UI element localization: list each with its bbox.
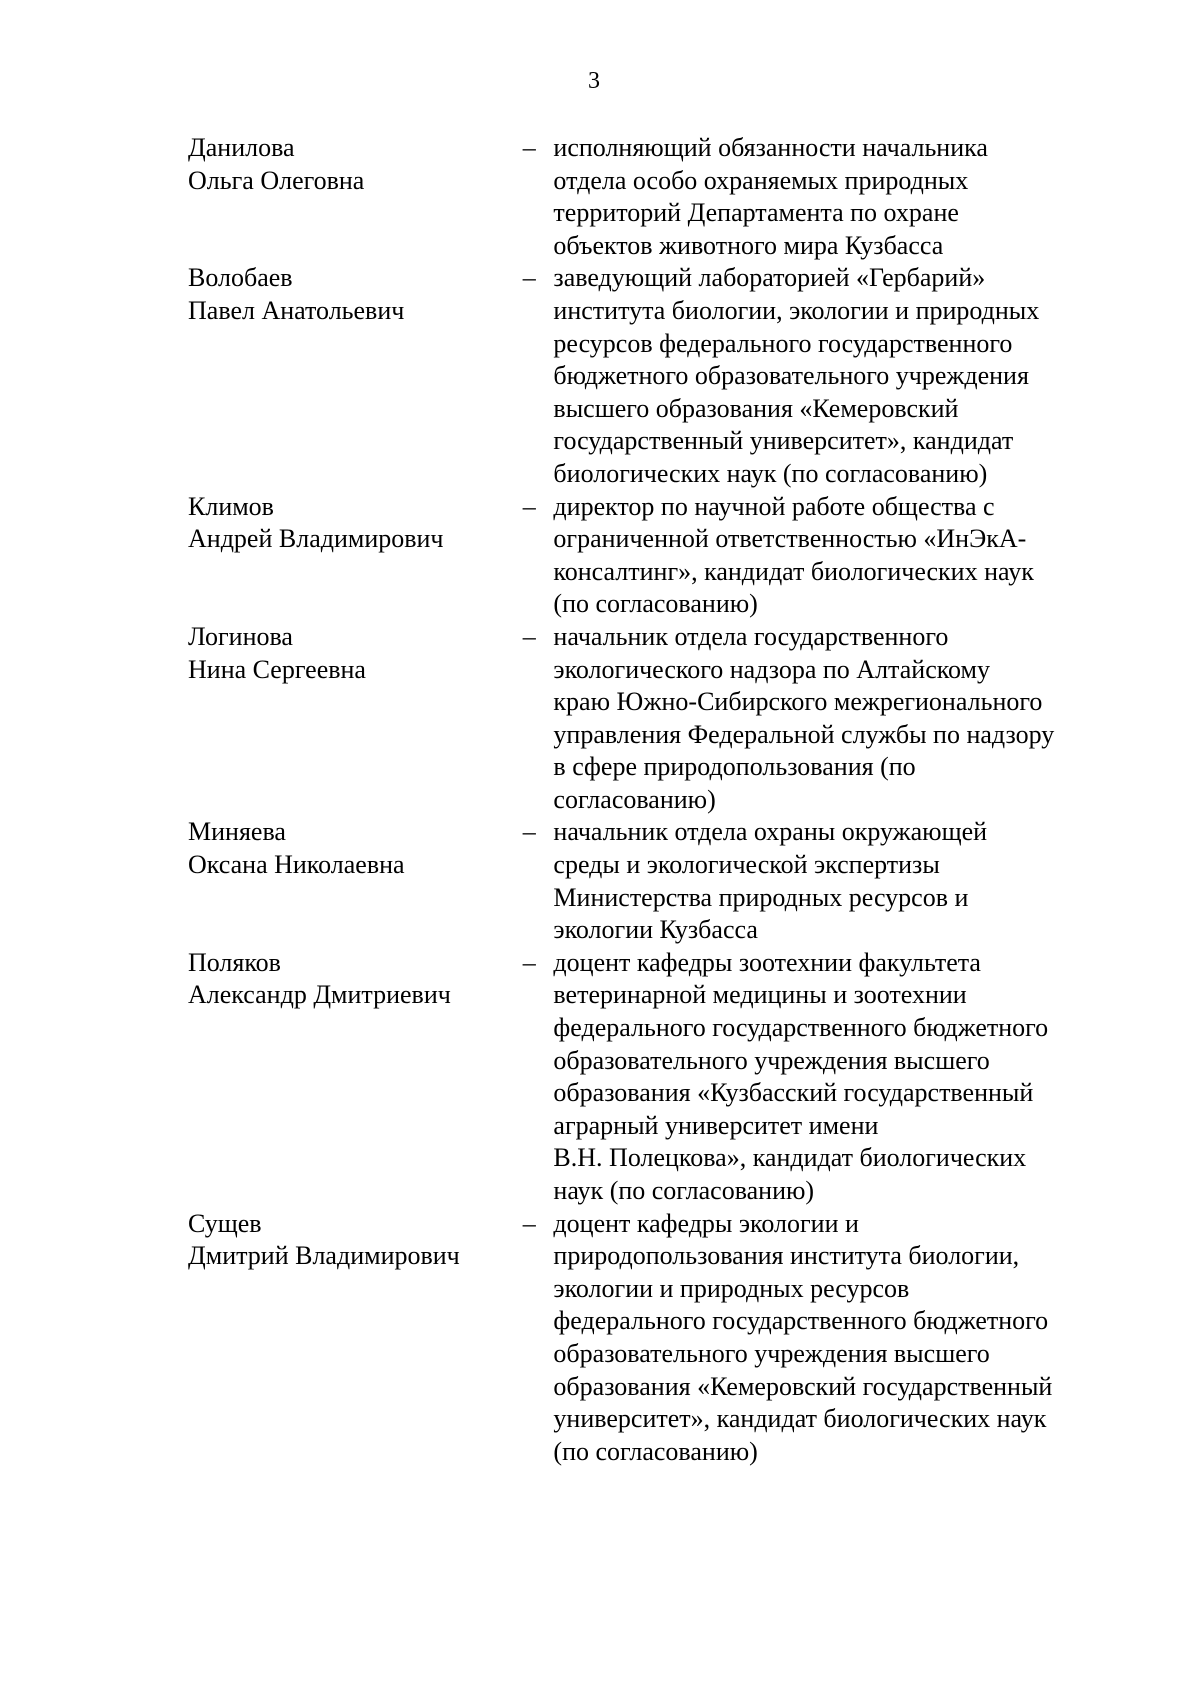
member-name [188, 1208, 523, 1273]
member-position [553, 491, 1108, 621]
member-name [188, 491, 523, 556]
member-position-line: Министерства природных ресурсов и [553, 882, 969, 912]
member-position-line: университет», кандидат биологических наук [553, 1404, 1047, 1434]
member-given-names: Дмитрий Владимирович [188, 1241, 460, 1271]
member-position-line: согласованию) [553, 784, 716, 814]
member-surname: Климов [188, 491, 274, 521]
member-entry [188, 491, 1108, 621]
member-position-line: (по согласованию) [553, 589, 758, 619]
member-entry [188, 816, 1108, 946]
member-entry [188, 947, 1108, 1208]
member-dash: – [522, 263, 536, 293]
member-name [188, 262, 523, 327]
member-position-line: образования «Кемеровский государственный [553, 1371, 1053, 1401]
member-position-line: экологического надзора по Алтайскому [553, 654, 991, 684]
member-surname: Миняева [188, 817, 286, 847]
member-dash: – [522, 621, 536, 651]
member-position-line: федерального государственного бюджетного [553, 1013, 1049, 1043]
member-name [188, 132, 523, 197]
member-given-names: Ольга Олеговна [188, 165, 365, 195]
member-position-line: доцент кафедры зоотехнии факультета [553, 947, 981, 977]
member-position-line: экологии и природных ресурсов [553, 1273, 910, 1303]
member-given-names: Александр Дмитриевич [188, 980, 451, 1010]
member-position-line: аграрный университет имени [553, 1110, 879, 1140]
member-position-line: доцент кафедры экологии и [553, 1208, 859, 1238]
member-position-line: биологических наук (по согласованию) [553, 458, 988, 488]
member-dash: – [522, 133, 536, 162]
member-position-line: краю Южно-Сибирского межрегионального [553, 687, 1043, 717]
member-position-line: государственный университет», кандидат [553, 426, 1014, 456]
member-position [553, 621, 1108, 817]
member-position-line: консалтинг», кандидат биологических наук [553, 556, 1034, 586]
member-position-line: ограниченной ответственностью «ИнЭкА- [553, 524, 1027, 554]
member-position-line: бюджетного образовательного учреждения [553, 361, 1029, 391]
member-position-line: ресурсов федерального государственного [553, 328, 1013, 358]
member-entry [188, 262, 1108, 490]
member-position [553, 816, 1108, 946]
member-position [553, 1208, 1108, 1469]
member-position-line: в сфере природопользования (по [553, 752, 916, 782]
member-given-names: Павел Анатольевич [188, 295, 405, 325]
page-number: 3 [588, 68, 600, 94]
member-position-line: отдела особо охраняемых природных [553, 165, 969, 195]
member-position-line: директор по научной работе общества с [553, 491, 995, 521]
member-given-names: Оксана Николаевна [188, 850, 405, 880]
member-position [553, 132, 1108, 262]
member-position-line: института биологии, экологии и природных [553, 295, 1040, 325]
member-position-line: территорий Департамента по охране [553, 198, 959, 228]
member-position-line: наук (по согласованию) [553, 1176, 815, 1205]
member-entry [188, 132, 1108, 262]
member-position-line: среды и экологической экспертизы [553, 850, 940, 880]
member-given-names: Андрей Владимирович [188, 524, 444, 554]
member-position-line: высшего образования «Кемеровский [553, 393, 959, 423]
member-position-line: природопользования института биологии, [553, 1241, 1020, 1271]
member-position-line: управления Федеральной службы по надзору [553, 719, 1055, 749]
member-position-line: экологии Кузбасса [553, 915, 758, 945]
member-dash: – [522, 817, 536, 847]
member-position-line: (по согласованию) [553, 1436, 758, 1466]
member-position-line: федерального государственного бюджетного [553, 1306, 1049, 1336]
member-position-line: В.Н. Полецкова», кандидат биологических [553, 1143, 1027, 1173]
member-position [553, 262, 1108, 490]
member-entry [188, 1208, 1108, 1469]
member-name [188, 947, 523, 1012]
member-surname: Сущев [188, 1208, 262, 1238]
member-surname: Логинова [188, 621, 293, 651]
member-position-line: образования «Кузбасский государственный [553, 1078, 1034, 1108]
member-given-names: Нина Сергеевна [188, 654, 366, 684]
member-position-line: начальник отдела охраны окружающей [553, 817, 988, 847]
member-dash: – [522, 491, 536, 521]
member-position-line: объектов животного мира Кузбасса [553, 230, 944, 260]
member-name [188, 816, 523, 881]
member-position [553, 947, 1108, 1208]
member-surname: Поляков [188, 947, 281, 977]
commission-members-list [188, 132, 1108, 1468]
member-position-line: образовательного учреждения высшего [553, 1045, 990, 1075]
member-entry [188, 621, 1108, 817]
member-position-line: образовательного учреждения высшего [553, 1338, 990, 1368]
member-position-line: исполняющий обязанности начальника [553, 133, 988, 162]
member-position-line: ветеринарной медицины и зоотехнии [553, 980, 967, 1010]
member-name [188, 621, 523, 686]
member-dash: – [522, 1208, 536, 1238]
member-surname: Волобаев [188, 263, 293, 293]
member-surname: Данилова [188, 133, 295, 162]
member-dash: – [522, 947, 536, 977]
member-position-line: заведующий лабораторией «Гербарий» [553, 263, 986, 293]
member-position-line: начальник отдела государственного [553, 621, 949, 651]
